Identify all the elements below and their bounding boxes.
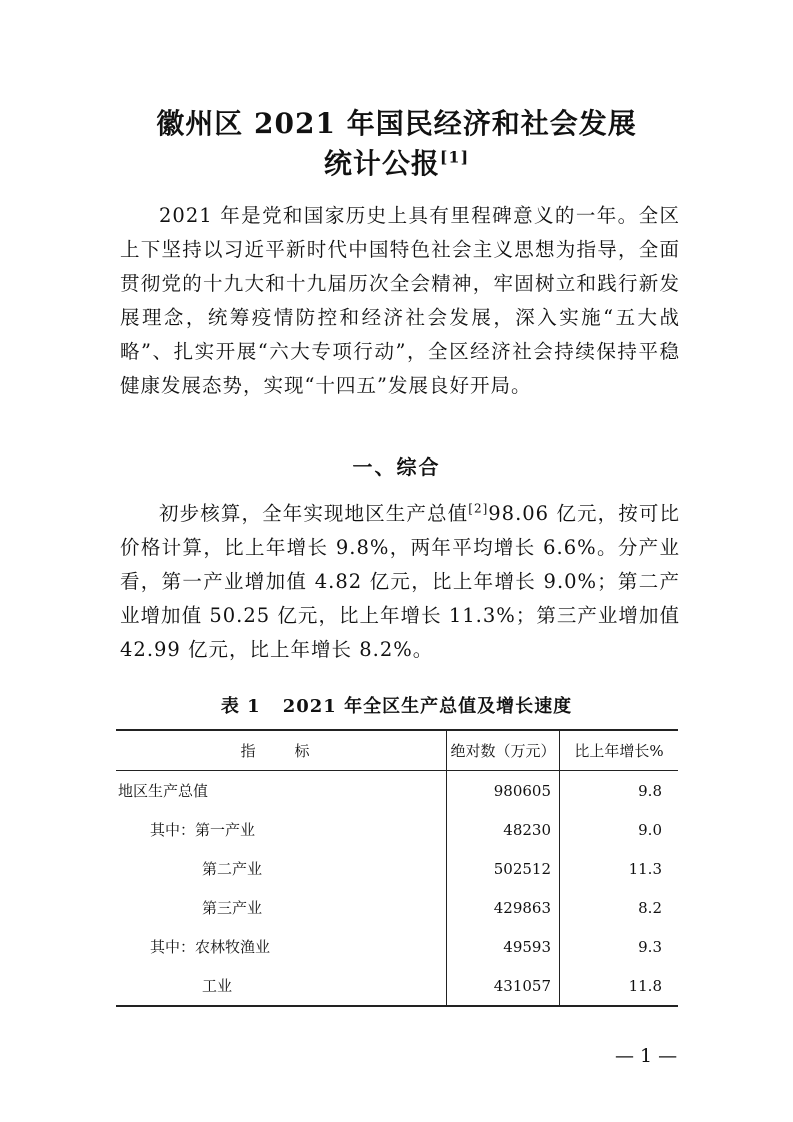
absolute-cell: 980605: [447, 771, 560, 811]
growth-cell: 11.3: [628, 859, 662, 878]
header-growth: 比上年增长%: [560, 730, 679, 771]
growth-cell: 11.8: [560, 966, 679, 1006]
absolute-cell: 48230: [447, 810, 560, 849]
page-title: [0, 102, 793, 142]
page-number: — 1 —: [615, 1045, 678, 1067]
table-row: [116, 927, 678, 966]
table-title: 2021 年全区生产总值及增长速度: [282, 696, 573, 717]
growth-cell: 9.0: [638, 820, 662, 839]
absolute-cell: 431057: [447, 966, 560, 1006]
table-header-row: [116, 730, 678, 771]
table-row: [116, 966, 678, 1006]
footnote-ref-2: [2]: [468, 501, 489, 516]
growth-cell: 9.8: [638, 781, 662, 800]
table-row: [116, 888, 678, 927]
title-line-2: 统计公报: [323, 147, 440, 180]
table-caption: [0, 692, 793, 718]
section1-text-b: 98.06 亿元，按可比价格计算，比上年增长 9.8%，两年平均增长 6.6%。分产业看，第一产业增加值 4.82 亿元，比上年增长 9.0%；第二产业增加值 50.25 亿元，比上年增长 11.3%；第三产业增加值 42.99 亿元，比上年增长 8.2%。: [120, 502, 680, 661]
footnote-ref-1: [1]: [439, 147, 470, 167]
table-number: 表 1: [220, 696, 261, 717]
table-row: [116, 771, 678, 811]
section1-paragraph: [120, 497, 680, 667]
absolute-cell: 429863: [447, 888, 560, 927]
page-subtitle: [0, 142, 793, 182]
section-heading: 一、综合: [352, 455, 441, 479]
title-line-1: 徽州区 2021 年国民经济和社会发展: [156, 107, 637, 140]
section1-text-a: 初步核算，全年实现地区生产总值: [159, 502, 469, 525]
absolute-cell: 502512: [447, 849, 560, 888]
table-row: [116, 810, 678, 849]
indicator-cell: 地区生产总值: [118, 782, 209, 800]
header-indicator: 指 标: [116, 730, 447, 771]
indicator-cell: 其中：第一产业: [150, 821, 256, 839]
indicator-cell: 第二产业: [202, 860, 263, 878]
growth-cell: 8.2: [638, 898, 662, 917]
intro-paragraph: 2021 年是党和国家历史上具有里程碑意义的一年。全区上下坚持以习近平新时代中国特色社会主义思想为指导，全面贯彻党的十九大和十九届历次全会精神，牢固树立和践行新发展理念，统筹疫情防控和经济社会发展，深入实施“五大战略”、扎实开展“六大专项行动”，全区经济社会持续保持平稳健康发展态势，实现“十四五”发展良好开局。: [120, 204, 680, 397]
indicator-cell: 其中：农林牧渔业: [150, 938, 271, 956]
growth-cell: 9.3: [638, 937, 662, 956]
header-absolute: 绝对数（万元）: [447, 730, 560, 771]
absolute-cell: 49593: [447, 927, 560, 966]
indicator-cell: 第三产业: [202, 899, 263, 917]
table-row: [116, 849, 678, 888]
gdp-table: [116, 729, 678, 1007]
indicator-cell: 工业: [116, 966, 447, 1006]
